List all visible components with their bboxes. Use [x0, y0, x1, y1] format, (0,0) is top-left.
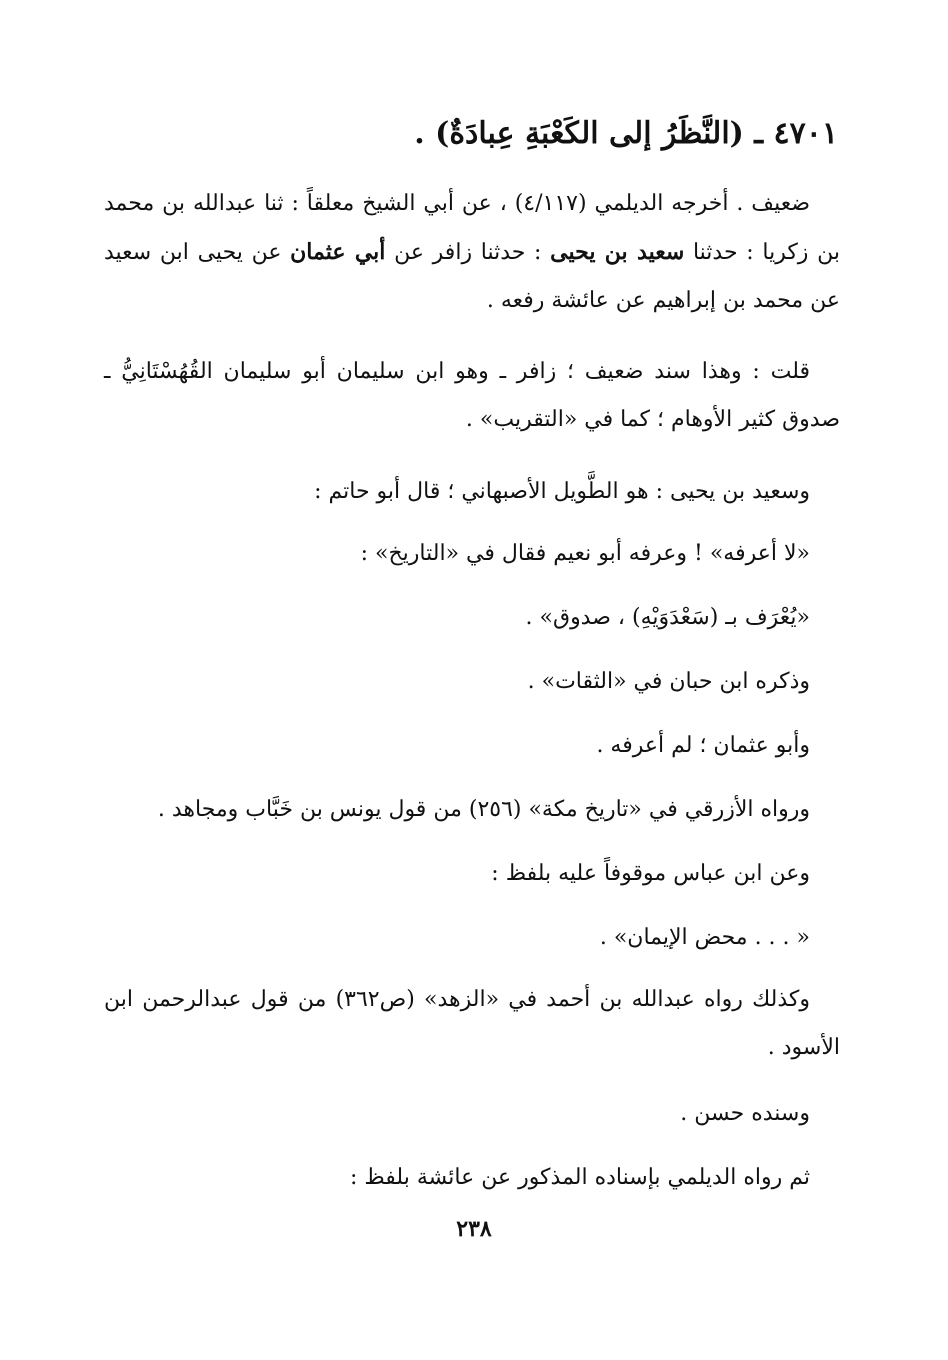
- paragraph-said-ibn-yahya: وسعيد بن يحيى : هو الطَّويل الأصبهاني ؛ قال أبو حاتم :: [314, 479, 810, 504]
- paragraph-ibn-abbas: وعن ابن عباس موقوفاً عليه بلفظ :: [491, 861, 810, 886]
- paragraph-abu-uthman: وأبو عثمان ؛ لم أعرفه .: [596, 733, 810, 758]
- paragraph-takhrij: [104, 180, 840, 325]
- paragraph-quote-sadoq: «يُعْرَف بـ (سَعْدَوَيْهِ) ، صدوق» .: [525, 605, 810, 630]
- page-number: ٢٣٨: [456, 1216, 492, 1242]
- narrator-name-bold: سعيد بن يحيى: [550, 239, 685, 265]
- paragraph-qultu: قلت : وهذا سند ضعيف ؛ زافر ـ وهو ابن سليمان أبو سليمان القُهُسْتَانِيُّ ـ صدوق كثير الأوهام ؛ كما في «التقريب» .: [104, 359, 840, 432]
- paragraph-daylami-lafz: ثم رواه الديلمي بإسناده المذكور عن عائشة بلفظ :: [350, 1165, 810, 1190]
- paragraph-quote-iman: « . . . محض الإيمان» .: [599, 925, 810, 950]
- paragraph-ibn-hibban: وذكره ابن حبان في «الثقات» .: [527, 669, 810, 694]
- hadith-heading: ٤٧٠١ ـ (النَّظَرُ إلى الكَعْبَةِ عِبادَةٌ) .: [414, 116, 838, 151]
- paragraph-zuhd: وكذلك رواه عبدالله بن أحمد في «الزهد» (ص٣٦٢) من قول عبدالرحمن ابن الأسود .: [104, 987, 840, 1060]
- text-segment: عن يحيى ابن سعيد عن محمد بن إبراهيم عن عائشة رفعه .: [104, 240, 840, 313]
- narrator-name-bold: أبي عثمان: [290, 239, 386, 265]
- paragraph-sanad-hasan: وسنده حسن .: [680, 1101, 810, 1126]
- paragraph-abu-nuaym: «لا أعرفه» ! وعرفه أبو نعيم فقال في «التاريخ» :: [360, 541, 810, 566]
- paragraph-azraqi: ورواه الأزرقي في «تاريخ مكة» (٢٥٦) من قول يونس بن خَبَّاب ومجاهد .: [157, 797, 810, 822]
- text-segment: ضعيف . أخرجه الديلمي (٤/١١٧) ، عن أبي الشيخ معلقاً : ثنا عبدالله بن محمد بن زكريا : حدثنا: [104, 191, 840, 265]
- text-segment: : حدثنا زافر عن: [385, 240, 551, 265]
